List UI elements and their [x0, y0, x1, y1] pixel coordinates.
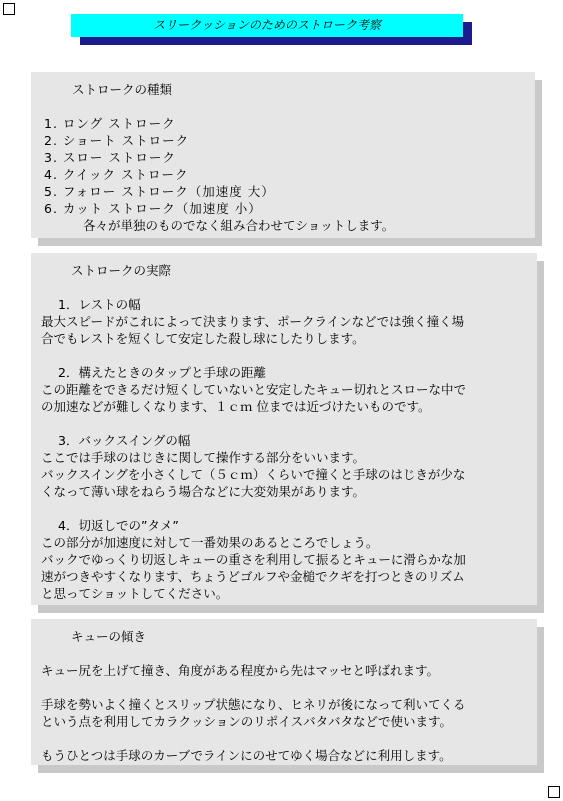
paragraph-line: 合でもレストを短くして安定した殺し球にしたりします。	[41, 331, 365, 346]
section-stroke-practice	[31, 253, 537, 605]
paragraph-line: この距離をできるだけ短くしていないと安定したキュー切れとスローな中で	[41, 382, 467, 397]
paragraph-line: の加速などが難しくなります、１ｃｍ 位までは近づけたいものです。	[41, 399, 431, 414]
paragraph-line: くなって薄い球をねらう場合などに大変効果があります。	[41, 484, 366, 499]
subsection-title: 2．構えたときのタップと手球の距離	[58, 365, 266, 380]
section-heading: ストロークの実際	[71, 263, 172, 278]
paragraph-line: 手球を勢いよく撞くとスリップ状態になり、ヒネリが後になって利いてくる	[41, 697, 466, 712]
subsection-title: 1．レストの幅	[58, 297, 141, 312]
list-item: 2. ショート ストローク	[44, 133, 190, 148]
corner-marker-bottom-right	[548, 786, 560, 798]
paragraph-line: この部分が加速度に対して一番効果のあるところでしょう。	[41, 535, 379, 550]
list-item: 3. スロー ストローク	[44, 150, 176, 165]
corner-marker-top-left	[3, 3, 15, 15]
paragraph-line: バックでゆっくり切返しキューの重さを利用して振るとキューに滑らかな加	[41, 552, 466, 567]
section-stroke-types	[31, 72, 535, 238]
section-note: 各々が単独のものでなく組み合わせてショットします。	[83, 218, 395, 233]
list-item: 6. カット ストローク（加速度 小）	[44, 201, 262, 216]
paragraph-line: キュー尻を上げて撞き、角度がある程度から先はマッセと呼ばれます。	[41, 663, 440, 678]
paragraph-line: ここでは手球のはじきに関して操作する部分をいいます。	[41, 450, 366, 465]
list-item: 4. クイック ストローク	[44, 167, 189, 182]
section-heading: キューの傾き	[71, 629, 147, 644]
page-title: スリークッションのためのストローク考察	[71, 14, 463, 37]
list-item: 5. フォロー ストローク（加速度 大）	[44, 184, 275, 199]
list-item: 1. ロング ストローク	[44, 116, 176, 131]
paragraph-line: と思ってショットしてください。	[41, 586, 229, 601]
subsection-title: 4．切返しでの”タメ”	[58, 518, 179, 533]
paragraph-line: もうひとつは手球のカーブでラインにのせてゆく場合などに利用します。	[41, 748, 452, 763]
subsection-title: 3．バックスイングの幅	[58, 433, 191, 448]
section-cue-tilt	[31, 619, 537, 765]
paragraph-line: 最大スピードがこれによって決まります、ポークラインなどでは強く撞く場	[41, 314, 465, 329]
paragraph-line: 速がつきやすくなります、ちょうどゴルフや金槌でクギを打つときのリズム	[41, 569, 465, 584]
paragraph-line: という点を利用してカラクッションのリポイスバタバタなどで使います。	[41, 714, 453, 729]
section-heading: ストロークの種類	[72, 82, 173, 97]
paragraph-line: バックスイングを小さくして（５ｃｍ）くらいで撞くと手球のはじきが少な	[41, 467, 466, 482]
